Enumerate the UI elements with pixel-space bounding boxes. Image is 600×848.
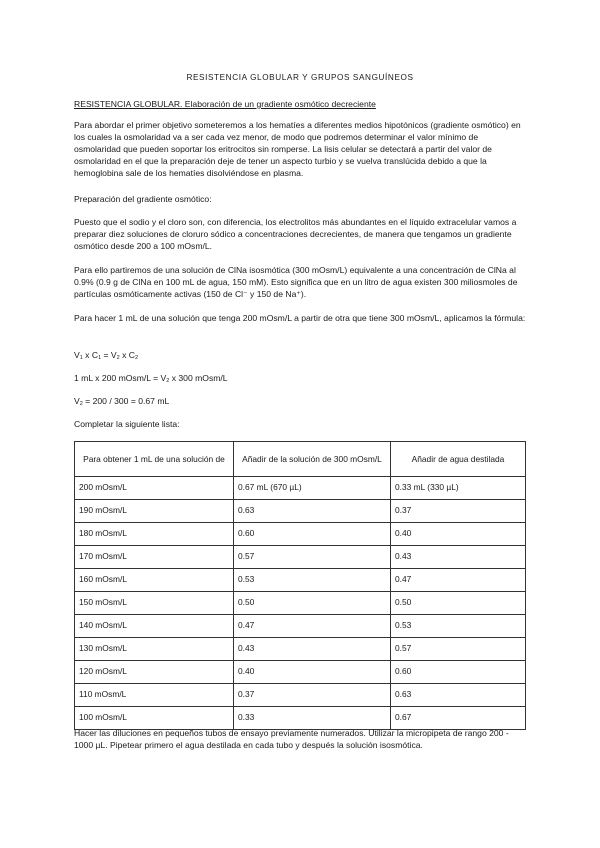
footer-paragraph: Hacer las diluciones en pequeños tubos de ensayo previamente numerados. Utilizar la micropipeta de rango 200 - 1000 µL. Pipetear primero el agua destilada en cada tubo y después la solución isosmótica. — [74, 728, 509, 751]
intro-paragraph: Para abordar el primer objetivo someteremos a los hematíes a diferentes medios hipotónicos (gradiente osmótico) en los cuales la osmolaridad va a ser cada vez menor, de modo que podremos determinar el valor mínimo de osmolaridad que pueden soportar los eritrocitos sin romperse. La lisis celular se detectará a partir del valor de osmolaridad en el que la preparación deje de tener un aspecto turbio y se vuelva translúcida debido a que la hemoglobina sale de los hematíes disolviéndose en plasma. — [74, 120, 521, 179]
cell-target-concentration: 190 mOsm/L — [75, 500, 234, 523]
cell-water-volume: 0.43 — [391, 546, 526, 569]
cell-water-volume: 0.37 — [391, 500, 526, 523]
cell-target-concentration: 120 mOsm/L — [75, 661, 234, 684]
table-row — [75, 523, 526, 546]
solution-paragraph: Para ello partiremos de una solución de ClNa isosmótica (300 mOsm/L) equivalente a una concentración de ClNa al 0.9% (0.9 g de ClNa en 100 mL de agua, 150 mM). Esto significa que en un litro de agua existen 300 miliosmoles de partículas osmóticamente activas (150 de Cl⁻ y 150 de Na⁺). — [74, 265, 518, 300]
header-water-volume: Añadir de agua destilada — [391, 442, 526, 477]
cell-target-concentration: 140 mOsm/L — [75, 615, 234, 638]
cell-target-concentration: 200 mOsm/L — [75, 477, 234, 500]
cell-isosmotic-volume: 0.43 — [234, 638, 391, 661]
formula-result: V2 = 200 / 300 = 0.67 mL — [74, 396, 170, 407]
cell-isosmotic-volume: 0.47 — [234, 615, 391, 638]
cell-isosmotic-volume: 0.60 — [234, 523, 391, 546]
cell-water-volume: 0.63 — [391, 684, 526, 707]
table-body — [75, 477, 526, 730]
formula-substituted: 1 mL x 200 mOsm/L = V2 x 300 mOsm/L — [74, 373, 228, 384]
cell-target-concentration: 170 mOsm/L — [75, 546, 234, 569]
prep-heading: Preparación del gradiente osmótico: — [74, 194, 212, 204]
electrolytes-paragraph: Puesto que el sodio y el cloro son, con diferencia, los electrolitos más abundantes en el líquido extracelular vamos a preparar diez soluciones de cloruro sódico a concentraciones decrecientes, de manera que tengamos un gradiente osmótico desde 200 a 100 mOsm/L. — [74, 217, 517, 252]
cell-target-concentration: 100 mOsm/L — [75, 707, 234, 730]
section-subtitle: RESISTENCIA GLOBULAR. Elaboración de un gradiente osmótico decreciente — [74, 99, 376, 109]
cell-target-concentration: 110 mOsm/L — [75, 684, 234, 707]
table-header-row — [75, 442, 526, 477]
cell-target-concentration: 130 mOsm/L — [75, 638, 234, 661]
cell-target-concentration: 180 mOsm/L — [75, 523, 234, 546]
table-row — [75, 592, 526, 615]
cell-water-volume: 0.60 — [391, 661, 526, 684]
cell-water-volume: 0.47 — [391, 569, 526, 592]
cell-water-volume: 0.53 — [391, 615, 526, 638]
cell-isosmotic-volume: 0.57 — [234, 546, 391, 569]
header-target-concentration: Para obtener 1 mL de una solución de — [75, 442, 234, 477]
dilution-table — [74, 441, 526, 730]
cell-isosmotic-volume: 0.33 — [234, 707, 391, 730]
cell-target-concentration: 150 mOsm/L — [75, 592, 234, 615]
formula-general: V1 x C1 = V2 x C2 — [74, 350, 139, 361]
cell-isosmotic-volume: 0.63 — [234, 500, 391, 523]
table-row — [75, 638, 526, 661]
cell-isosmotic-volume: 0.40 — [234, 661, 391, 684]
cell-isosmotic-volume: 0.37 — [234, 684, 391, 707]
list-label: Completar la siguiente lista: — [74, 419, 180, 429]
table-row — [75, 477, 526, 500]
table-row — [75, 546, 526, 569]
cell-water-volume: 0.40 — [391, 523, 526, 546]
cell-water-volume: 0.57 — [391, 638, 526, 661]
cell-isosmotic-volume: 0.50 — [234, 592, 391, 615]
header-isosmotic-volume: Añadir de la solución de 300 mOsm/L — [234, 442, 391, 477]
cell-target-concentration: 160 mOsm/L — [75, 569, 234, 592]
document-title: RESISTENCIA GLOBULAR Y GRUPOS SANGUÍNEOS — [186, 73, 414, 82]
table-row — [75, 569, 526, 592]
table-row — [75, 661, 526, 684]
formula-intro-paragraph: Para hacer 1 mL de una solución que tenga 200 mOsm/L a partir de otra que tiene 300 mOsm/L, aplicamos la fórmula: — [74, 313, 526, 323]
cell-water-volume: 0.50 — [391, 592, 526, 615]
cell-isosmotic-volume: 0.53 — [234, 569, 391, 592]
table-row — [75, 684, 526, 707]
table-row — [75, 500, 526, 523]
cell-water-volume: 0.67 — [391, 707, 526, 730]
table-row — [75, 615, 526, 638]
cell-water-volume: 0.33 mL (330 µL) — [391, 477, 526, 500]
cell-isosmotic-volume: 0.67 mL (670 µL) — [234, 477, 391, 500]
